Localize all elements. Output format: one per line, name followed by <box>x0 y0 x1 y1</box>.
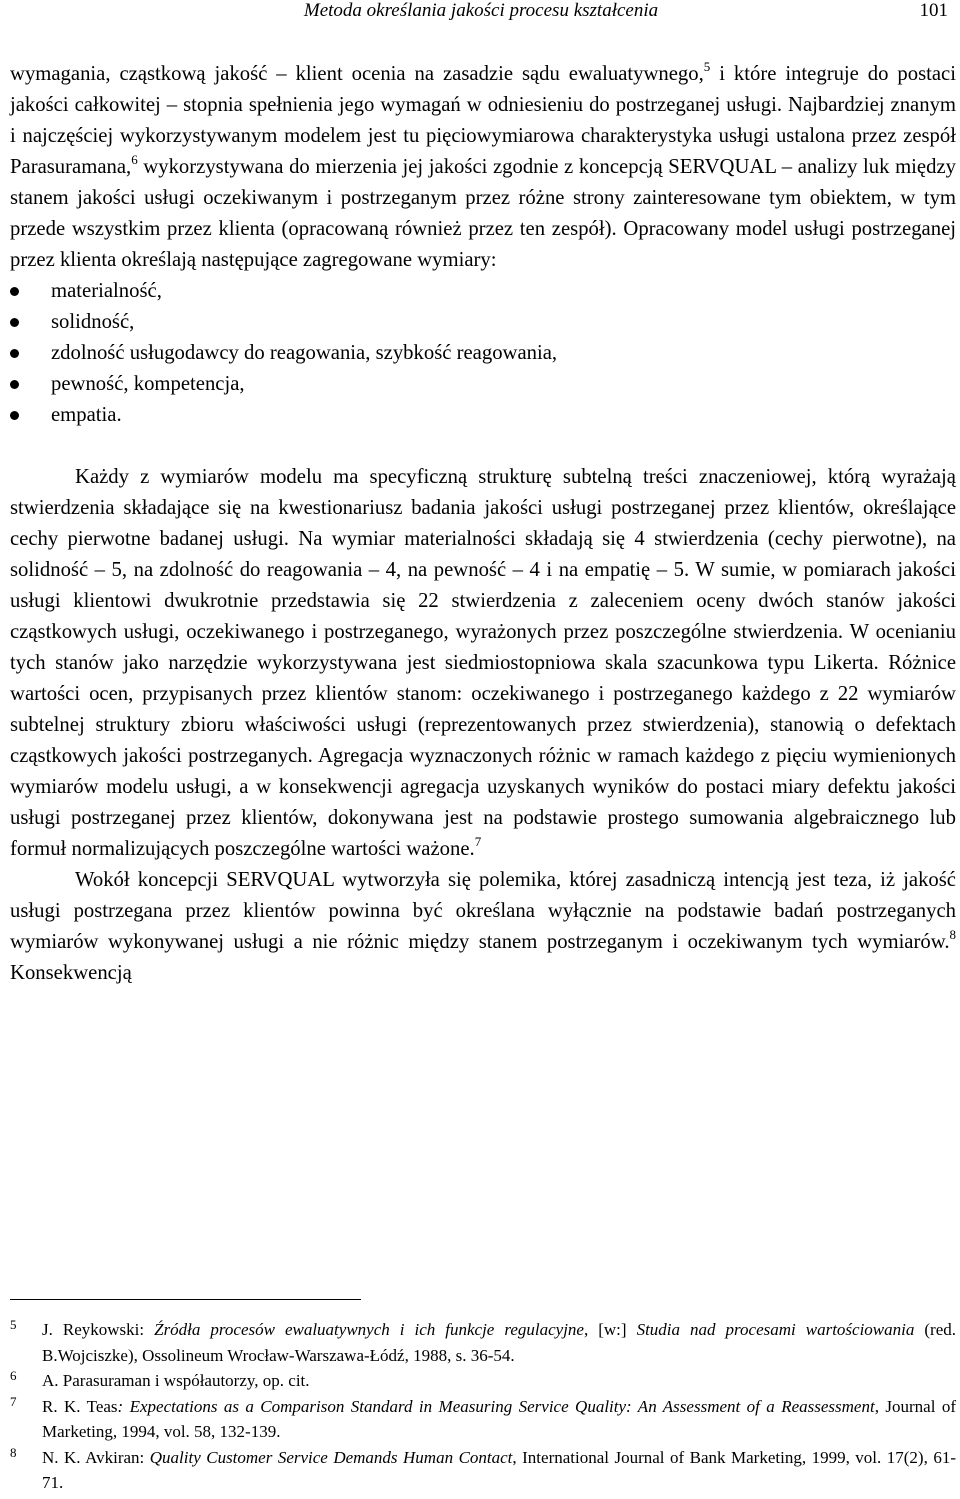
footnote-number: 6 <box>10 1368 17 1383</box>
footnote-source: , International Journal of Bank Marketing, 1999, vol. 17(2), 61-71. <box>42 1447 956 1492</box>
footnote-number: 5 <box>10 1317 17 1332</box>
footnote-number: 7 <box>10 1393 17 1409</box>
footnote-8 <box>10 1445 956 1496</box>
paragraph-3 <box>10 865 956 989</box>
p2-text: Każdy z wymiarów modelu ma specyficzną strukturę subtelną treści znaczeniowej, którą wyrażają stwierdzenia składające się na kwestionariusz badania jakości usługi postrzeganej przez klientów, określające cechy pierwotne badanej usługi. Na wymiar materialności składają się 4 stwierdzenia (cechy pierwotne), na solidność – 5, na zdolność do reagowania – 4, na pewność – 4 i na empatię – 5. W sumie, w pomiarach jakości usługi klientowi dwukrotnie przedstawia się 22 stwierdzenia z zaleceniem oceny dwóch stanów jakości cząstkowych usługi, oczekiwanego i postrzeganego, wyrażonych przez poszczególne stwierdzenia. W ocenianiu tych stanów jako narzędzie wykorzystywana jest siedmiostopniowa skala szacunkowa typu Likerta. Różnice wartości ocen, przypisanych przez klientów stanom: oczekiwanego i postrzeganego każdego z 22 wymiarów subtelnej struktury zbioru właściwości usługi (reprezentowanych przez stwierdzenia), stanowią o defektach cząstkowych jakości postrzeganych. Agregacja wyznaczonych różnic w ramach każdego z pięciu wymienionych wymiarów modelu usługi, a w konsekwencji agregacja uzyskanych wyników do postaci miary defektu jakości usługi postrzeganej przez klientów, dokonywana jest na podstawie prostego sumowania algebraicznego lub formuł normalizujących poszczególne wartości ważone. <box>10 466 956 860</box>
footnote-ref-8[interactable]: 8 <box>949 927 956 943</box>
list-item: solidność, <box>10 307 956 338</box>
footnote-divider <box>10 1299 361 1300</box>
footnote-publisher: (red. B.Wojciszke), Ossolineum Wrocław-Warszawa-Łódź, 1988, s. 36-54. <box>42 1320 957 1365</box>
footnote-ref-7[interactable]: 7 <box>474 834 482 850</box>
footnote-author: A. Parasuraman i współautorzy, op. cit. <box>42 1371 310 1390</box>
footnote-ref-6[interactable]: 6 <box>131 152 138 168</box>
footnote-author: N. K. Avkiran: <box>42 1447 150 1467</box>
list-item: pewność, kompetencja, <box>10 369 956 400</box>
footnote-ref-5[interactable]: 5 <box>703 59 711 75</box>
footnote-author: R. K. Teas <box>42 1396 118 1416</box>
list-item: empatia. <box>10 400 956 431</box>
footnote-number: 8 <box>10 1444 17 1460</box>
footnote-5 <box>10 1317 956 1368</box>
footnote-title-2: Studia nad procesami wartościowania <box>636 1320 915 1339</box>
main-text <box>10 59 956 989</box>
running-title: Metoda określania jakości procesu kształcenia <box>303 0 659 21</box>
p1-text-b: i które integruje do postaci jakości całkowitej – stopnia spełnienia jego wymagań w odniesieniu do postrzeganej usługi. Najbardziej znanym i najczęściej wykorzystywanym modelem jest tu pięciowymiarowa charakterystyka usługi ustalona przez zespół Parasuramana, <box>10 63 956 178</box>
page-number: 101 <box>919 0 948 21</box>
p1-text-c: wykorzystywana do mierzenia jej jakości zgodnie z koncepcją SERVQUAL – analizy luk między stanem jakości usługi oczekiwanym i postrzeganym przez różne strony zainteresowane tym obiektem, w tym przede wszystkim przez klienta (opracowaną również przez ten zespół). Opracowany model usługi postrzeganej przez klienta określają następujące zagregowane wymiary: <box>10 156 956 271</box>
running-header <box>10 0 952 26</box>
list-item: materialność, <box>10 276 956 307</box>
list-item: zdolność usługodawcy do reagowania, szybkość reagowania, <box>10 338 956 369</box>
p3-text-b: Konsekwencją <box>10 962 132 984</box>
paragraph-2 <box>10 462 956 865</box>
footnote-title: Quality Customer Service Demands Human Contact <box>149 1447 513 1467</box>
footnote-source: , [w:] <box>583 1320 637 1339</box>
footnote-7 <box>10 1394 956 1445</box>
footnote-title: : Expectations as a Comparison Standard in Measuring Service Quality: An Assessment of a Reassessment <box>117 1396 875 1416</box>
footnotes <box>10 1317 956 1496</box>
dimension-list <box>10 276 956 431</box>
p3-text-a: Wokół koncepcji SERVQUAL wytworzyła się polemika, której zasadniczą intencją jest teza, iż jakość usługi postrzegana przez klientów powinna być określana wyłącznie na podstawie badań postrzeganych wymiarów wykonywanej usługi a nie różnic między stanem postrzeganym i oczekiwanym tych wymiarów. <box>10 869 956 953</box>
footnote-title: Źródła procesów ewaluatywnych i ich funkcje regulacyjne <box>154 1320 584 1339</box>
footnote-source: , Journal of Marketing, 1994, vol. 58, 132-139. <box>42 1396 956 1441</box>
footnote-author: J. Reykowski: <box>42 1320 155 1339</box>
footnote-6 <box>10 1368 956 1394</box>
paragraph-1 <box>10 59 956 276</box>
p1-text-a: wymagania, cząstkową jakość – klient ocenia na zasadzie sądu ewaluatywnego, <box>10 63 704 85</box>
